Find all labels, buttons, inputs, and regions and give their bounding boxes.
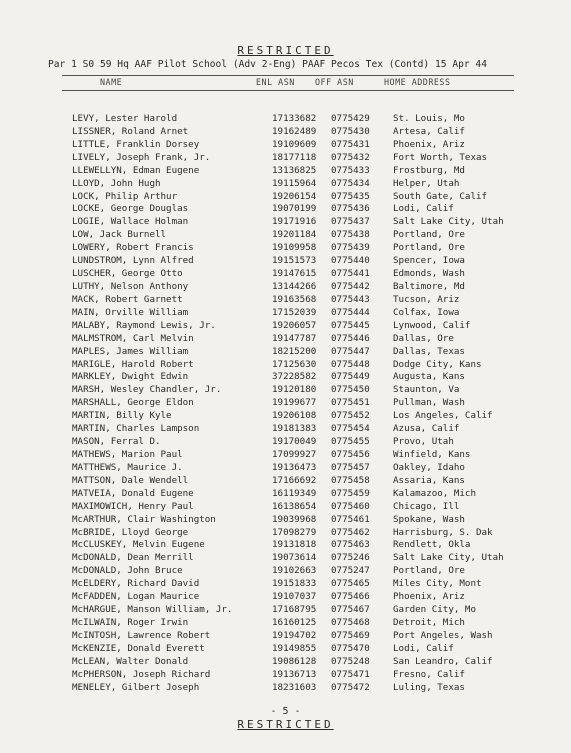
home-address-cell: Salt Lake City, Utah	[393, 552, 504, 564]
home-address-cell: Lynwood, Calif	[393, 319, 471, 331]
table-row	[0, 294, 571, 307]
home-address-cell: Harrisburg, S. Dak	[393, 526, 493, 538]
enl-asn-cell: 19206057	[272, 319, 317, 331]
name-cell: LIVELY, Joseph Frank, Jr.	[72, 151, 211, 163]
home-address-cell: Salt Lake City, Utah	[393, 216, 504, 228]
name-cell: McDONALD, John Bruce	[72, 565, 183, 577]
name-cell: McKENZIE, Donald Everett	[72, 642, 205, 654]
home-address-cell: Helper, Utah	[393, 177, 460, 189]
home-address-cell: South Gate, Calif	[393, 190, 488, 202]
off-asn-cell: 0775441	[331, 268, 370, 280]
off-asn-cell: 0775445	[331, 319, 370, 331]
table-row	[0, 139, 571, 152]
table-row	[0, 268, 571, 281]
name-cell: LOGIE, Wallace Holman	[72, 216, 189, 228]
enl-asn-cell: 19131818	[272, 539, 317, 551]
table-row	[0, 191, 571, 204]
name-cell: MARTIN, Billy Kyle	[72, 410, 172, 422]
home-address-cell: Los Angeles, Calif	[393, 410, 493, 422]
name-cell: McFADDEN, Logan Maurice	[72, 591, 200, 603]
off-asn-cell: 0775455	[331, 436, 370, 448]
enl-asn-cell: 19073614	[272, 552, 317, 564]
name-cell: LOWERY, Robert Francis	[72, 242, 194, 254]
name-cell: MARSH, Wesley Chandler, Jr.	[72, 384, 222, 396]
page-number: - 5 -	[270, 706, 301, 717]
off-asn-cell: 0775458	[331, 474, 370, 486]
home-address-cell: Staunton, Va	[393, 384, 460, 396]
name-cell: MACK, Robert Garnett	[72, 293, 183, 305]
table-row	[0, 178, 571, 191]
table-row	[0, 126, 571, 139]
col-home-header: HOME ADDRESS	[384, 77, 451, 87]
name-cell: MALABY, Raymond Lewis, Jr.	[72, 319, 216, 331]
name-cell: McLEAN, Walter Donald	[72, 655, 189, 667]
enl-asn-cell: 19206154	[272, 190, 317, 202]
home-address-cell: Edmonds, Wash	[393, 268, 465, 280]
enl-asn-cell: 19147615	[272, 268, 317, 280]
home-address-cell: Portland, Ore	[393, 229, 465, 241]
table-row	[0, 152, 571, 165]
off-asn-cell: 0775435	[331, 190, 370, 202]
home-address-cell: Augusta, Kans	[393, 371, 465, 383]
off-asn-cell: 0775452	[331, 410, 370, 422]
table-row	[0, 113, 571, 126]
table-row	[0, 630, 571, 643]
off-asn-cell: 0775438	[331, 229, 370, 241]
off-asn-cell: 0775440	[331, 255, 370, 267]
off-asn-cell: 0775446	[331, 332, 370, 344]
enl-asn-cell: 18177118	[272, 151, 317, 163]
table-row	[0, 514, 571, 527]
name-cell: MALMSTROM, Carl Melvin	[72, 332, 194, 344]
off-asn-cell: 0775447	[331, 345, 370, 357]
table-row	[0, 410, 571, 423]
name-cell: LISSNER, Roland Arnet	[72, 125, 189, 137]
name-cell: MARIGLE, Harold Robert	[72, 358, 194, 370]
off-asn-cell: 0775247	[331, 565, 370, 577]
home-address-cell: Luling, Texas	[393, 681, 465, 693]
off-asn-cell: 0775466	[331, 591, 370, 603]
enl-asn-cell: 17168795	[272, 604, 317, 616]
column-headers	[64, 77, 514, 89]
name-cell: LOCK, Philip Arthur	[72, 190, 178, 202]
table-row	[0, 346, 571, 359]
table-row	[0, 565, 571, 578]
off-asn-cell: 0775468	[331, 616, 370, 628]
home-address-cell: Phoenix, Ariz	[393, 591, 465, 603]
home-address-cell: Baltimore, Md	[393, 280, 465, 292]
enl-asn-cell: 19199677	[272, 397, 317, 409]
name-cell: MAPLES, James William	[72, 345, 189, 357]
name-cell: McINTOSH, Lawrence Robert	[72, 629, 211, 641]
name-cell: McELDERY, Richard David	[72, 578, 200, 590]
name-cell: MAXIMOWICH, Henry Paul	[72, 500, 194, 512]
table-row	[0, 656, 571, 669]
enl-asn-cell: 17125630	[272, 358, 317, 370]
name-cell: McILWAIN, Roger Irwin	[72, 616, 189, 628]
off-asn-cell: 0775459	[331, 487, 370, 499]
enl-asn-cell: 19170049	[272, 436, 317, 448]
enl-asn-cell: 19136713	[272, 668, 317, 680]
home-address-cell: Rendlett, Okla	[393, 539, 471, 551]
name-cell: LOW, Jack Burnell	[72, 229, 167, 241]
off-asn-cell: 0775442	[331, 280, 370, 292]
enl-asn-cell: 17166692	[272, 474, 317, 486]
name-cell: McARTHUR, Clair Washington	[72, 513, 216, 525]
enl-asn-cell: 17133682	[272, 113, 317, 124]
home-address-cell: Kalamazoo, Mich	[393, 487, 476, 499]
table-row	[0, 242, 571, 255]
enl-asn-cell: 16119349	[272, 487, 317, 499]
enl-asn-cell: 37228582	[272, 371, 317, 383]
enl-asn-cell: 19201184	[272, 229, 317, 241]
table-row	[0, 281, 571, 294]
name-cell: MATTHEWS, Maurice J.	[72, 461, 183, 473]
off-asn-cell: 0775444	[331, 306, 370, 318]
enl-asn-cell: 19181383	[272, 423, 317, 435]
home-address-cell: Chicago, Ill	[393, 500, 460, 512]
table-row	[0, 359, 571, 372]
enl-asn-cell: 19194702	[272, 629, 317, 641]
table-row	[0, 539, 571, 552]
table-row	[0, 669, 571, 682]
table-row	[0, 384, 571, 397]
name-cell: MARKLEY, Dwight Edwin	[72, 371, 189, 383]
table-row	[0, 371, 571, 384]
table-row	[0, 229, 571, 242]
home-address-cell: Portland, Ore	[393, 242, 465, 254]
name-cell: LITTLE, Franklin Dorsey	[72, 138, 200, 150]
name-cell: LLEWELLYN, Edman Eugene	[72, 164, 200, 176]
classification-footer: RESTRICTED	[237, 718, 334, 731]
enl-asn-cell: 19115964	[272, 177, 317, 189]
header-rule-top	[62, 75, 514, 76]
table-row	[0, 165, 571, 178]
off-asn-cell: 0775471	[331, 668, 370, 680]
off-asn-cell: 0775448	[331, 358, 370, 370]
enl-asn-cell: 17152039	[272, 306, 317, 318]
home-address-cell: Dallas, Texas	[393, 345, 465, 357]
table-row	[0, 591, 571, 604]
name-cell: MAIN, Orville William	[72, 306, 189, 318]
off-asn-cell: 0775436	[331, 203, 370, 215]
home-address-cell: Colfax, Iowa	[393, 306, 460, 318]
enl-asn-cell: 19070199	[272, 203, 317, 215]
enl-asn-cell: 19109609	[272, 138, 317, 150]
enl-asn-cell: 16138654	[272, 500, 317, 512]
enl-asn-cell: 18215200	[272, 345, 317, 357]
enl-asn-cell: 16160125	[272, 616, 317, 628]
home-address-cell: Detroit, Mich	[393, 616, 465, 628]
enl-asn-cell: 17099927	[272, 448, 317, 460]
off-asn-cell: 0775434	[331, 177, 370, 189]
name-cell: MATTSON, Dale Wendell	[72, 474, 189, 486]
enl-asn-cell: 19086128	[272, 655, 317, 667]
off-asn-cell: 0775463	[331, 539, 370, 551]
name-cell: McDONALD, Dean Merrill	[72, 552, 194, 564]
col-name-header: NAME	[100, 77, 123, 87]
table-row	[0, 578, 571, 591]
classification-header: RESTRICTED	[237, 44, 334, 57]
off-asn-cell: 0775460	[331, 500, 370, 512]
off-asn-cell: 0775472	[331, 681, 370, 693]
off-asn-cell: 0775432	[331, 151, 370, 163]
home-address-cell: Phoenix, Ariz	[393, 138, 465, 150]
table-row	[0, 307, 571, 320]
name-cell: LUNDSTROM, Lynn Alfred	[72, 255, 194, 267]
enl-asn-cell: 19109958	[272, 242, 317, 254]
table-row	[0, 527, 571, 540]
order-headline: Par 1 S0 59 Hq AAF Pilot School (Adv 2-Eng) PAAF Pecos Tex (Contd) 15 Apr 44	[48, 59, 487, 70]
table-row	[0, 320, 571, 333]
home-address-cell: Frostburg, Md	[393, 164, 465, 176]
home-address-cell: Tucson, Ariz	[393, 293, 460, 305]
table-row	[0, 397, 571, 410]
col-enl-asn-header: ENL ASN	[256, 77, 295, 87]
table-row	[0, 216, 571, 229]
table-row	[0, 488, 571, 501]
name-cell: MATVEIA, Donald Eugene	[72, 487, 194, 499]
enl-asn-cell: 19107037	[272, 591, 317, 603]
roster-table	[0, 113, 571, 694]
table-row	[0, 436, 571, 449]
header-rule-bottom	[62, 90, 514, 91]
off-asn-cell: 0775439	[331, 242, 370, 254]
off-asn-cell: 0775248	[331, 655, 370, 667]
home-address-cell: Fort Worth, Texas	[393, 151, 488, 163]
name-cell: MARTIN, Charles Lampson	[72, 423, 200, 435]
home-address-cell: Provo, Utah	[393, 436, 454, 448]
home-address-cell: Fresno, Calif	[393, 668, 465, 680]
enl-asn-cell: 13136825	[272, 164, 317, 176]
name-cell: McBRIDE, Lloyd George	[72, 526, 189, 538]
name-cell: MARSHALL, George Eldon	[72, 397, 194, 409]
home-address-cell: Pullman, Wash	[393, 397, 465, 409]
table-row	[0, 552, 571, 565]
enl-asn-cell: 13144266	[272, 280, 317, 292]
off-asn-cell: 0775469	[331, 629, 370, 641]
off-asn-cell: 0775465	[331, 578, 370, 590]
table-row	[0, 449, 571, 462]
off-asn-cell: 0775451	[331, 397, 370, 409]
home-address-cell: Miles City, Mont	[393, 578, 482, 590]
off-asn-cell: 0775431	[331, 138, 370, 150]
enl-asn-cell: 19163568	[272, 293, 317, 305]
off-asn-cell: 0775470	[331, 642, 370, 654]
table-row	[0, 682, 571, 695]
table-row	[0, 475, 571, 488]
table-row	[0, 333, 571, 346]
home-address-cell: Spokane, Wash	[393, 513, 465, 525]
table-row	[0, 255, 571, 268]
enl-asn-cell: 19206108	[272, 410, 317, 422]
home-address-cell: Assaria, Kans	[393, 474, 465, 486]
off-asn-cell: 0775454	[331, 423, 370, 435]
name-cell: LUTHY, Nelson Anthony	[72, 280, 189, 292]
table-row	[0, 423, 571, 436]
home-address-cell: San Leandro, Calif	[393, 655, 493, 667]
off-asn-cell: 0775246	[331, 552, 370, 564]
enl-asn-cell: 19151833	[272, 578, 317, 590]
enl-asn-cell: 17098279	[272, 526, 317, 538]
off-asn-cell: 0775430	[331, 125, 370, 137]
name-cell: McHARGUE, Manson William, Jr.	[72, 604, 233, 616]
off-asn-cell: 0775443	[331, 293, 370, 305]
home-address-cell: Dodge City, Kans	[393, 358, 482, 370]
table-row	[0, 604, 571, 617]
off-asn-cell: 0775449	[331, 371, 370, 383]
enl-asn-cell: 18231603	[272, 681, 317, 693]
enl-asn-cell: 19120180	[272, 384, 317, 396]
name-cell: MASON, Ferral D.	[72, 436, 161, 448]
off-asn-cell: 0775450	[331, 384, 370, 396]
table-row	[0, 203, 571, 216]
home-address-cell: Lodi, Calif	[393, 642, 454, 654]
table-row	[0, 501, 571, 514]
name-cell: McCLUSKEY, Melvin Eugene	[72, 539, 205, 551]
home-address-cell: St. Louis, Mo	[393, 113, 465, 124]
name-cell: LOCKE, George Douglas	[72, 203, 189, 215]
name-cell: MATHEWS, Marion Paul	[72, 448, 183, 460]
off-asn-cell: 0775461	[331, 513, 370, 525]
table-row	[0, 643, 571, 656]
enl-asn-cell: 19147787	[272, 332, 317, 344]
off-asn-cell: 0775433	[331, 164, 370, 176]
home-address-cell: Artesa, Calif	[393, 125, 465, 137]
home-address-cell: Spencer, Iowa	[393, 255, 465, 267]
table-row	[0, 617, 571, 630]
off-asn-cell: 0775437	[331, 216, 370, 228]
home-address-cell: Garden City, Mo	[393, 604, 476, 616]
col-off-asn-header: OFF ASN	[315, 77, 354, 87]
off-asn-cell: 0775456	[331, 448, 370, 460]
off-asn-cell: 0775429	[331, 113, 370, 124]
enl-asn-cell: 19171916	[272, 216, 317, 228]
enl-asn-cell: 19102663	[272, 565, 317, 577]
name-cell: LEVY, Lester Harold	[72, 113, 178, 124]
table-row	[0, 462, 571, 475]
home-address-cell: Port Angeles, Wash	[393, 629, 493, 641]
name-cell: McPHERSON, Joseph Richard	[72, 668, 211, 680]
enl-asn-cell: 19151573	[272, 255, 317, 267]
enl-asn-cell: 19039968	[272, 513, 317, 525]
off-asn-cell: 0775462	[331, 526, 370, 538]
off-asn-cell: 0775467	[331, 604, 370, 616]
home-address-cell: Portland, Ore	[393, 565, 465, 577]
name-cell: LLOYD, John Hugh	[72, 177, 161, 189]
name-cell: MENELEY, Gilbert Joseph	[72, 681, 200, 693]
enl-asn-cell: 19162489	[272, 125, 317, 137]
name-cell: LUSCHER, George Otto	[72, 268, 183, 280]
home-address-cell: Oakley, Idaho	[393, 461, 465, 473]
home-address-cell: Azusa, Calif	[393, 423, 460, 435]
home-address-cell: Winfield, Kans	[393, 448, 471, 460]
enl-asn-cell: 19136473	[272, 461, 317, 473]
home-address-cell: Lodi, Calif	[393, 203, 454, 215]
off-asn-cell: 0775457	[331, 461, 370, 473]
enl-asn-cell: 19149855	[272, 642, 317, 654]
home-address-cell: Dallas, Ore	[393, 332, 454, 344]
